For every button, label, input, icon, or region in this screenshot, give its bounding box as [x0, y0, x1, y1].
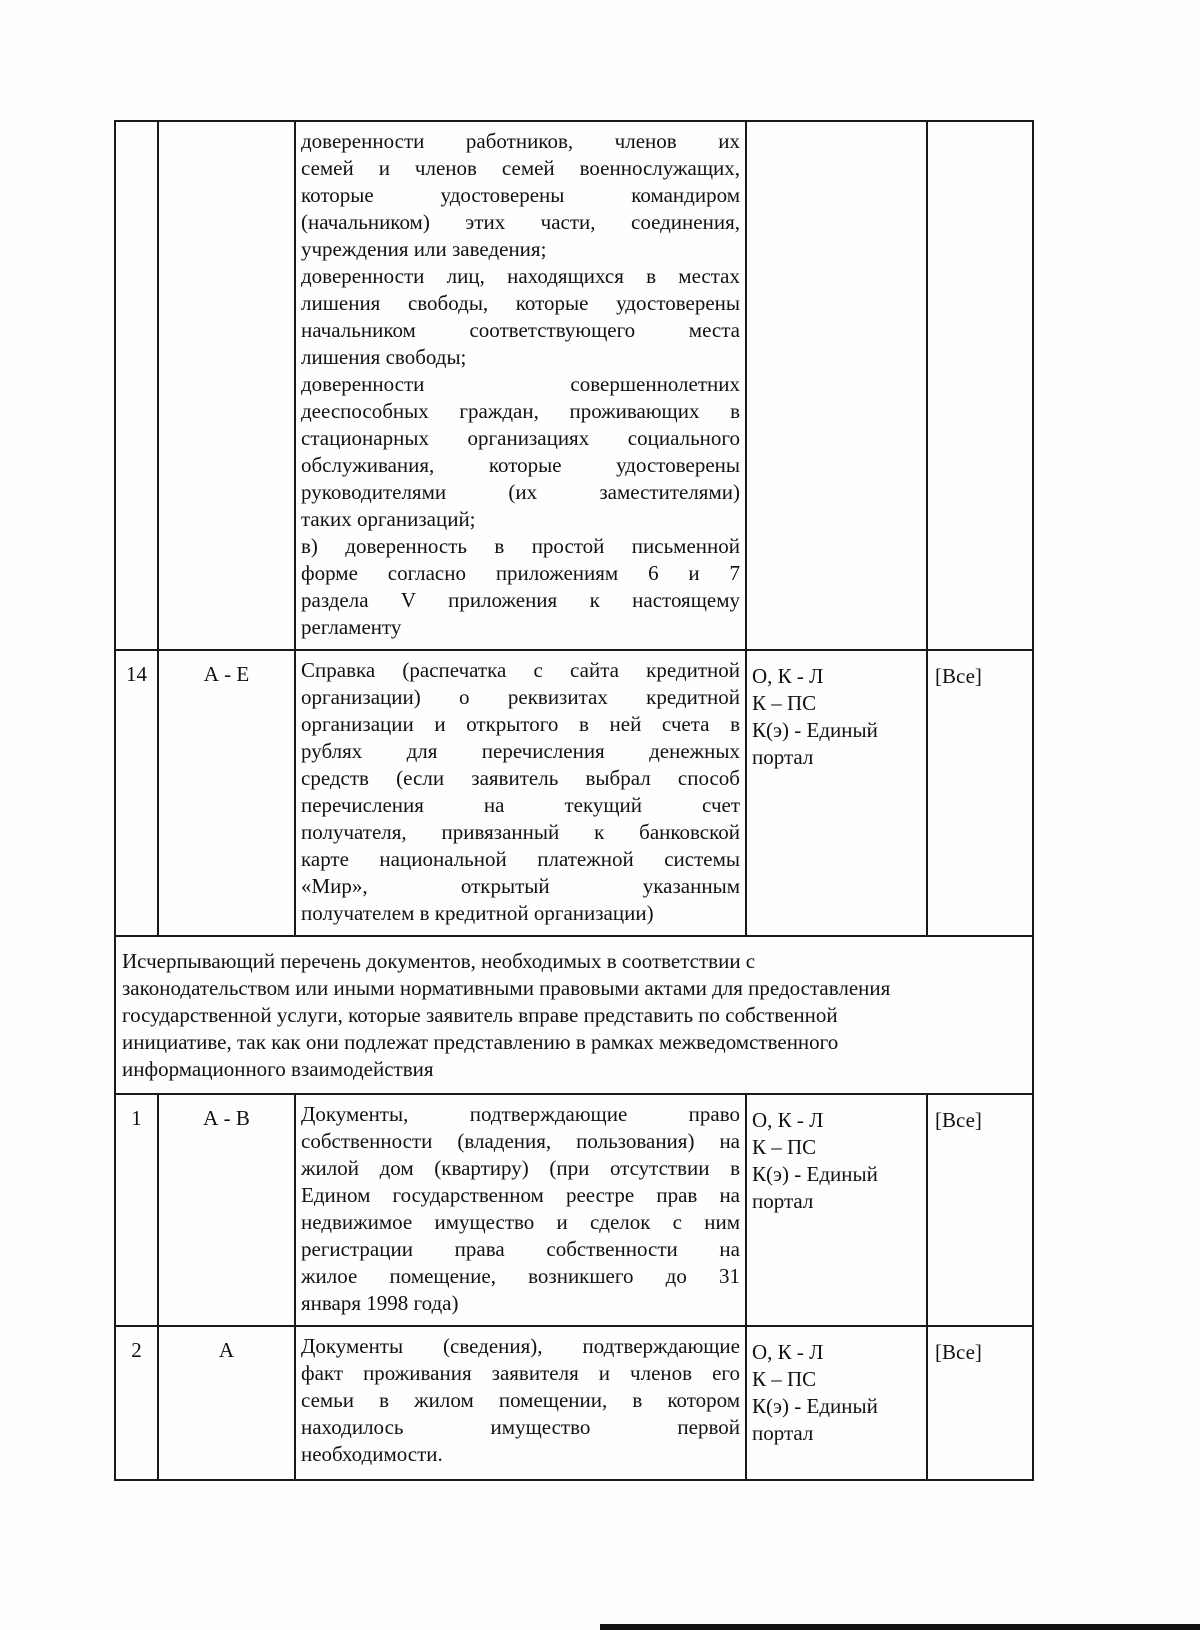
row-number-cell: 1 [115, 1094, 158, 1326]
applicant-group-cell: А [158, 1326, 295, 1480]
description-line: организации) о реквизитах кредитной [301, 685, 740, 709]
description-line: собственности (владения, пользования) на [301, 1129, 740, 1153]
document-description-cell [295, 650, 746, 936]
section-header-line: инициативе, так как они подлежат представлению в рамках межведомственного [122, 1030, 839, 1054]
description-line: факт проживания заявителя и членов его [301, 1361, 740, 1385]
description-line: начальником соответствующего места [301, 318, 740, 342]
submission-form-cell [746, 650, 927, 936]
description-line: января 1998 года) [301, 1291, 459, 1315]
table-row-2 [115, 1326, 1033, 1480]
description-lines [301, 657, 740, 927]
description-lines [301, 128, 740, 641]
form-line: К(э) - Единый [752, 1162, 878, 1186]
description-line: лишения свободы; [301, 345, 467, 369]
description-line: дееспособных граждан, проживающих в [301, 399, 740, 423]
description-line: Едином государственном реестре прав на [301, 1183, 740, 1207]
table-row-continuation [115, 121, 1033, 650]
document-description-cell [295, 1326, 746, 1480]
description-line: недвижимое имущество и сделок с ним [301, 1210, 740, 1234]
row-number-cell: 2 [115, 1326, 158, 1480]
description-line: получателя, привязанный к банковской [301, 820, 740, 844]
section-header-line: государственной услуги, которые заявитель вправе представить по собственной [122, 1003, 838, 1027]
section-header-line: законодательством или иными нормативными правовыми актами для предоставления [122, 976, 891, 1000]
description-line: «Мир», открытый указанным [301, 874, 740, 898]
applicant-group-cell: А - Е [158, 650, 295, 936]
form-line: О, К - Л [752, 1108, 824, 1132]
row-number-cell: 14 [115, 650, 158, 936]
table-row-14 [115, 650, 1033, 936]
form-line: портал [752, 745, 814, 769]
description-line: доверенности лиц, находящихся в местах [301, 264, 740, 288]
form-line: портал [752, 1189, 814, 1213]
form-line: О, К - Л [752, 664, 824, 688]
description-line: карте национальной платежной системы [301, 847, 740, 871]
description-line: рублях для перечисления денежных [301, 739, 740, 763]
description-line: средств (если заявитель выбрал способ [301, 766, 740, 790]
description-line: находилось имущество первой [301, 1415, 740, 1439]
description-line: доверенности работников, членов их [301, 129, 740, 153]
documents-table [114, 120, 1034, 1481]
description-line: необходимости. [301, 1442, 443, 1466]
description-line: (начальником) этих части, соединения, [301, 210, 740, 234]
submission-form-cell [746, 121, 927, 650]
recipients-cell: [Все] [927, 1326, 1033, 1480]
description-line: Документы (сведения), подтверждающие [301, 1334, 740, 1358]
form-line: К – ПС [752, 691, 817, 715]
section-header-line: информационного взаимодействия [122, 1057, 434, 1081]
section-header-row [115, 936, 1033, 1094]
description-line: перечисления на текущий счет [301, 793, 740, 817]
form-line: К(э) - Единый [752, 718, 878, 742]
document-description-cell [295, 121, 746, 650]
form-line: К – ПС [752, 1367, 817, 1391]
description-line: семей и членов семей военнослужащих, [301, 156, 740, 180]
recipients-cell: [Все] [927, 650, 1033, 936]
description-line: регистрации права собственности на [301, 1237, 740, 1261]
form-line: О, К - Л [752, 1340, 824, 1364]
recipients-cell: [Все] [927, 1094, 1033, 1326]
description-line: лишения свободы, которые удостоверены [301, 291, 740, 315]
section-header-cell [115, 936, 1033, 1094]
description-line: таких организаций; [301, 507, 476, 531]
row-number-cell [115, 121, 158, 650]
form-line: К(э) - Единый [752, 1394, 878, 1418]
section-header-line: Исчерпывающий перечень документов, необходимых в соответствии с [122, 949, 756, 973]
applicant-group-cell: А - В [158, 1094, 295, 1326]
description-line: доверенности совершеннолетних [301, 372, 740, 396]
description-line: раздела V приложения к настоящему [301, 588, 740, 612]
submission-form-cell [746, 1326, 927, 1480]
applicant-group-cell [158, 121, 295, 650]
description-line: руководителями (их заместителями) [301, 480, 740, 504]
description-line: регламенту [301, 615, 402, 639]
description-line: организации и открытого в ней счета в [301, 712, 740, 736]
recipients-cell [927, 121, 1033, 650]
description-line: которые удостоверены командиром [301, 183, 740, 207]
description-line: стационарных организациях социального [301, 426, 740, 450]
description-line: жилой дом (квартиру) (при отсутствии в [301, 1156, 740, 1180]
description-lines [301, 1333, 740, 1468]
description-line: форме согласно приложениям 6 и 7 [301, 561, 740, 585]
description-lines [301, 1101, 740, 1317]
bottom-scan-edge [600, 1624, 1200, 1630]
description-line: Справка (распечатка с сайта кредитной [301, 658, 740, 682]
description-line: Документы, подтверждающие право [301, 1102, 740, 1126]
document-description-cell [295, 1094, 746, 1326]
table-row-1 [115, 1094, 1033, 1326]
description-line: жилое помещение, возникшего до 31 [301, 1264, 740, 1288]
description-line: семьи в жилом помещении, в котором [301, 1388, 740, 1412]
description-line: обслуживания, которые удостоверены [301, 453, 740, 477]
submission-form-cell [746, 1094, 927, 1326]
form-line: портал [752, 1421, 814, 1445]
description-line: получателем в кредитной организации) [301, 901, 654, 925]
description-line: в) доверенность в простой письменной [301, 534, 740, 558]
description-line: учреждения или заведения; [301, 237, 547, 261]
form-line: К – ПС [752, 1135, 817, 1159]
